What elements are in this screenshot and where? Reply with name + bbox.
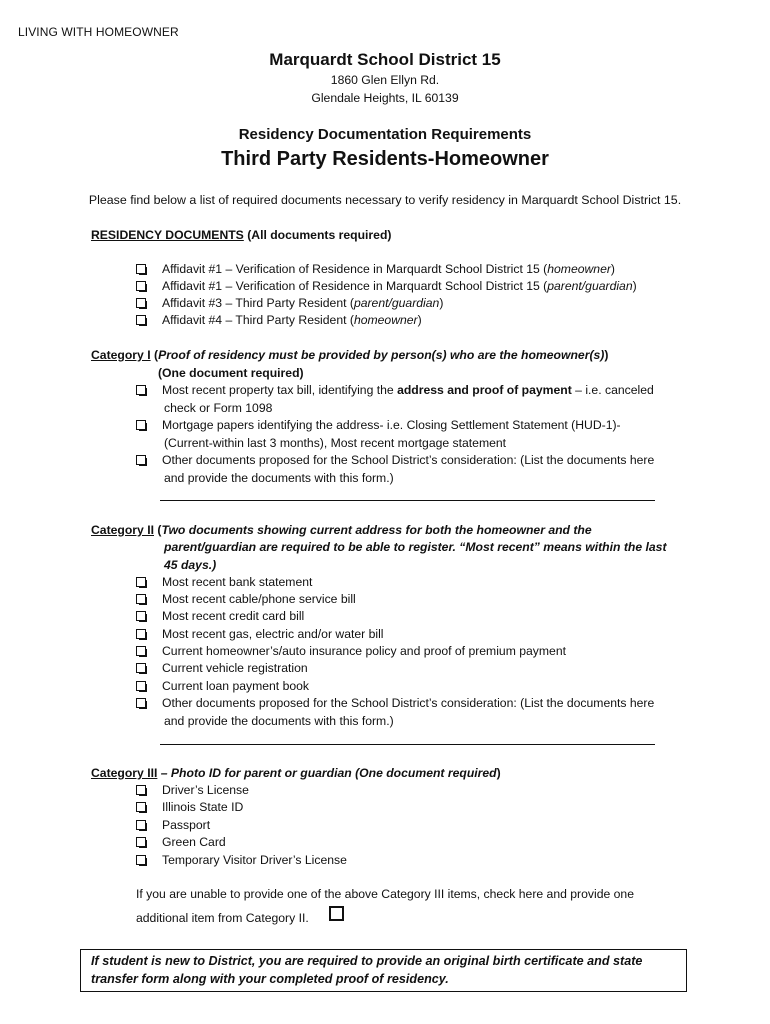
category-1-item-2-cont: (Current-within last 3 months), Most recent mortgage statement xyxy=(164,436,507,450)
checkbox-cable-phone-bill[interactable] xyxy=(136,594,146,604)
district-name: Marquardt School District 15 xyxy=(269,50,501,69)
checkbox-affidavit-1-homeowner[interactable] xyxy=(136,264,146,274)
checkbox-category-2-other[interactable] xyxy=(136,698,146,708)
checkbox-illinois-state-id[interactable] xyxy=(136,802,146,812)
category-3-item-2: Illinois State ID xyxy=(162,800,244,814)
checkbox-credit-card-bill[interactable] xyxy=(136,611,146,621)
checkbox-loan-payment-book[interactable] xyxy=(136,681,146,691)
document-subtitle: Residency Documentation Requirements xyxy=(238,126,532,143)
intro-text: Please find below a list of required documents necessary to verify residency in Marquardt School District 15. xyxy=(88,193,682,207)
notice-line2: transfer form along with your completed proof of residency. xyxy=(91,972,449,986)
category-3-item-5: Temporary Visitor Driver’s License xyxy=(162,853,347,867)
checkbox-drivers-license[interactable] xyxy=(136,785,146,795)
checkbox-affidavit-1-parent[interactable] xyxy=(136,281,146,291)
checkbox-category-1-other[interactable] xyxy=(136,455,146,465)
category-2-item-2: Most recent cable/phone service bill xyxy=(162,592,356,606)
category-1-item-2: Mortgage papers identifying the address- i.e. Closing Settlement Statement (HUD-1)- xyxy=(162,418,621,432)
checkbox-temporary-visitor-license[interactable] xyxy=(136,855,146,865)
category-3-alternative-line1: If you are unable to provide one of the above Category III items, check here and provide one xyxy=(136,887,634,901)
category-2-item-1: Most recent bank statement xyxy=(162,575,313,589)
category-3-item-3: Passport xyxy=(162,818,211,832)
category-1-item-1: Most recent property tax bill, identifying the address and proof of payment – i.e. canceled xyxy=(162,383,654,397)
checkbox-passport[interactable] xyxy=(136,820,146,830)
category-2-item-4: Most recent gas, electric and/or water bill xyxy=(162,627,384,641)
category-2-item-6: Current vehicle registration xyxy=(162,661,308,675)
residency-item-1: Affidavit #1 – Verification of Residence in Marquardt School District 15 (homeowner) xyxy=(162,262,615,276)
category-2-desc-line2: parent/guardian are required to be able to register. “Most recent” means within the last xyxy=(164,540,667,554)
category-3-heading: Category III – Photo ID for parent or guardian (One document required) xyxy=(91,766,501,780)
living-with-homeowner-tag: LIVING WITH HOMEOWNER xyxy=(18,25,179,39)
category-1-item-3-cont: and provide the documents with this form.) xyxy=(164,471,394,485)
category-1-note: (One document required) xyxy=(158,366,304,380)
category-1-other-fill-line[interactable] xyxy=(160,500,655,501)
checkbox-affidavit-4[interactable] xyxy=(136,315,146,325)
residency-item-3: Affidavit #3 – Third Party Resident (parent/guardian) xyxy=(162,296,444,310)
checkbox-insurance-policy[interactable] xyxy=(136,646,146,656)
checkbox-mortgage-papers[interactable] xyxy=(136,420,146,430)
checkbox-utility-bill[interactable] xyxy=(136,629,146,639)
category-2-desc-line3: 45 days.) xyxy=(164,558,217,572)
category-3-item-1: Driver’s License xyxy=(162,783,249,797)
category-2-heading: Category II (Two documents showing current address for both the homeowner and the xyxy=(91,523,592,537)
notice-line1: If student is new to District, you are required to provide an original birth certificate and state xyxy=(91,954,643,968)
category-2-item-7: Current loan payment book xyxy=(162,679,310,693)
residency-item-4: Affidavit #4 – Third Party Resident (homeowner) xyxy=(162,313,422,327)
category-2-item-3: Most recent credit card bill xyxy=(162,609,305,623)
checkbox-bank-statement[interactable] xyxy=(136,577,146,587)
residency-item-2: Affidavit #1 – Verification of Residence in Marquardt School District 15 (parent/guardian) xyxy=(162,279,637,293)
category-1-item-3: Other documents proposed for the School District’s consideration: (List the documents here xyxy=(162,453,655,467)
district-address-line2: Glendale Heights, IL 60139 xyxy=(311,91,459,105)
category-2-other-fill-line[interactable] xyxy=(160,744,655,745)
category-3-alternative-line2: additional item from Category II. xyxy=(136,911,309,925)
district-address-line1: 1860 Glen Ellyn Rd. xyxy=(330,73,440,87)
checkbox-category-3-alternative[interactable] xyxy=(329,906,344,921)
checkbox-green-card[interactable] xyxy=(136,837,146,847)
checkbox-affidavit-3[interactable] xyxy=(136,298,146,308)
checkbox-property-tax-bill[interactable] xyxy=(136,385,146,395)
category-1-item-1-cont: check or Form 1098 xyxy=(164,401,273,415)
checkbox-vehicle-registration[interactable] xyxy=(136,663,146,673)
category-1-heading: Category I (Proof of residency must be provided by person(s) who are the homeowner(s)) xyxy=(91,348,609,362)
document-title: Third Party Residents-Homeowner xyxy=(221,148,549,170)
new-student-notice xyxy=(80,949,687,992)
category-2-item-5: Current homeowner’s/auto insurance policy and proof of premium payment xyxy=(162,644,566,658)
category-3-item-4: Green Card xyxy=(162,835,226,849)
category-2-item-8: Other documents proposed for the School District’s consideration: (List the documents here xyxy=(162,696,655,710)
category-2-item-8-cont: and provide the documents with this form.) xyxy=(164,714,394,728)
residency-documents-heading: RESIDENCY DOCUMENTS (All documents required) xyxy=(91,228,392,242)
